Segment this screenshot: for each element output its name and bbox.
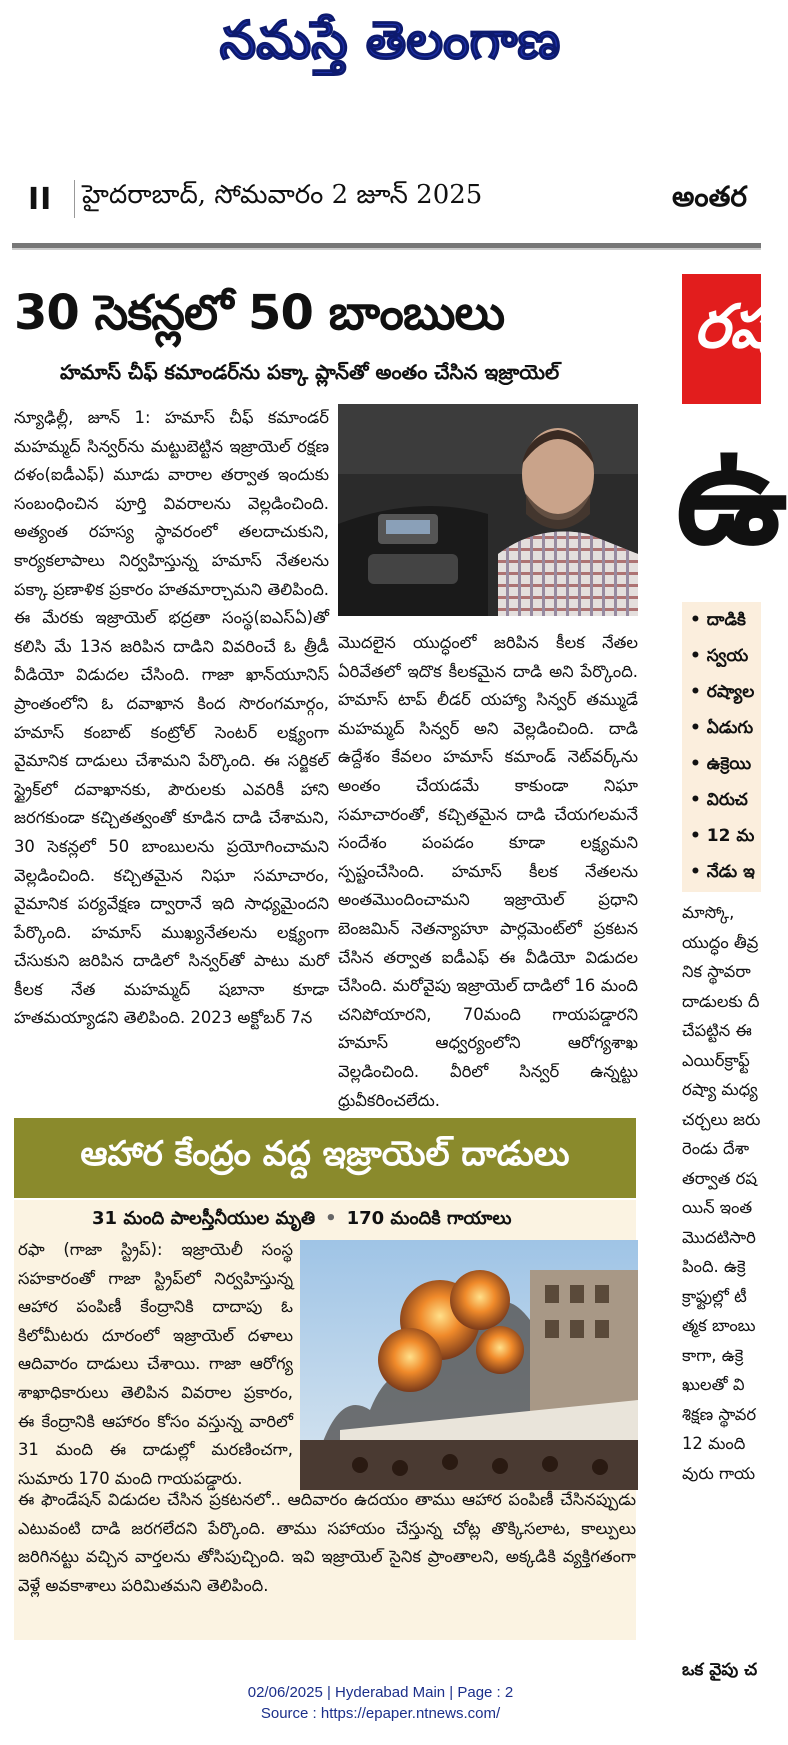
masthead-logo (180, 4, 600, 76)
sidebar-line: త్మక బాంబు (682, 1316, 756, 1335)
footer-edition: 02/06/2025 | Hyderabad Main | Page : 2 (247, 1684, 514, 1701)
sidebar-bullet: • 12 మ (690, 818, 761, 854)
sinwar-car-photo (338, 404, 638, 616)
section-name: అంతర (672, 180, 747, 213)
sidebar-bullet: • దాడికి (690, 602, 761, 638)
divider (74, 180, 75, 218)
story1-headline: 30 సెకన్లలో 50 బాంబులు (14, 285, 505, 341)
story2-headline: ఆహార కేంద్రం వద్ద ఇజ్రాయెల్ దాడులు (80, 1134, 570, 1174)
sidebar-line: మొదటిసారి (682, 1227, 756, 1247)
sidebar-line: రెండు దేశా (682, 1139, 750, 1158)
footer-source: Source : https://epaper.ntnews.com/ (260, 1705, 501, 1722)
sidebar-body (682, 898, 761, 1488)
sidebar-line: మాస్కో, (682, 903, 735, 922)
masthead-title: నమస్తే తెలంగాణ (219, 11, 561, 71)
story2-banner (14, 1118, 636, 1198)
sidebar-line: వురు గాయ (682, 1463, 756, 1483)
sidebar-bullet: • రష్యాల (690, 674, 761, 710)
sidebar-line: పింది. ఉక్రె (682, 1257, 746, 1276)
sidebar-line: దాడులకు దీ (682, 991, 760, 1011)
epaper-footer (0, 1682, 761, 1724)
sidebar-line: 12 మంది (682, 1434, 746, 1453)
sidebar-line: యుద్ధం తీవ్ర (682, 932, 759, 952)
sidebar-line: క్రాఫ్టుల్లో టీ (682, 1286, 747, 1306)
story2-subhead (92, 1208, 632, 1233)
bullet-separator: • (325, 1208, 337, 1229)
story2-body-narrow: రఫా (గాజా స్ట్రిప్): ఇజ్రాయెలీ సంస్థ సహకారంతో గాజా స్ట్రిప్‌లో నిర్వహిస్తున్న ఆహార పంపిణీ కేంద్రానికి దాదాపు ఓ కిలోమీటరు దూరంలో ఇజ్రాయెల్ దళాలు ఆదివారం దాడులు చేశాయి. గాజా ఆరోగ్య శాఖాధికారులు తెలిపిన వివరాల ప్రకారం, ఈ కేంద్రానికి ఆహారం కోసం వస్తున్న వారిలో 31 మంది ఈ దాడుల్లో మరణించగా, సుమారు 170 మంది గాయపడ్డారు. (18, 1240, 293, 1488)
sidebar-line: తర్వాత రష (682, 1168, 757, 1188)
sidebar-line: ఖులతో వి (682, 1375, 745, 1394)
story2-injured: 170 మందికి గాయాలు (346, 1208, 512, 1229)
page-number: II (28, 182, 53, 217)
sidebar-bullet: • ఉక్రెయి (690, 746, 761, 782)
sidebar-subhead: ఒక వైపు చ (682, 1660, 758, 1680)
sidebar-line: శిక్షణ స్థావర (682, 1404, 757, 1424)
sidebar-bullet: • విరుచ (690, 782, 761, 818)
sidebar-bullet: • నేడు ఇ (690, 854, 761, 890)
sidebar-bullet: • ఏడుగు (690, 710, 761, 746)
issue-date: హైదరాబాద్, సోమవారం 2 జూన్ 2025 (82, 180, 483, 210)
sidebar-red-badge (682, 274, 773, 404)
sidebar-bullet: • స్వయ (690, 638, 761, 674)
sidebar-line: చేపట్టిన ఈ (682, 1021, 752, 1040)
story2-body-wide: ఈ ఫౌండేషన్ విడుదల చేసిన ప్రకటనలో.. ఆదివారం ఉదయం తాము ఆహార పంపిణీ చేసినప్పుడు ఎటువంటి దాడి జరగలేదని పేర్కొంది. తాము సహాయం చేస్తున్న చోట్ల తొక్కిసలాట, కాల్పులు జరిగినట్టు వచ్చిన వార్తలను తోసిపుచ్చింది. ఇవి ఇజ్రాయెల్ సైనిక ప్రాంతాలని, అక్కడికి వ్యక్తిగతంగా వెళ్లే అవకాశాలు పరిమితమని తెలిపింది. (18, 1490, 636, 1595)
sidebar-headline-letter: ఉ (676, 413, 788, 576)
sidebar-bullets (682, 602, 761, 892)
sidebar-line: చర్చలు జరు (682, 1109, 761, 1129)
dateline-bar (0, 176, 761, 224)
sidebar-badge-text: రష (694, 292, 773, 362)
story1-subhead: హమాస్ చీఫ్ కమాండర్‌ను పక్కా ప్లాన్‌తో అంతం చేసిన ఇజ్రాయెల్ (60, 360, 560, 384)
sidebar-line: కాగా, ఉక్రె (682, 1345, 744, 1365)
gaza-explosion-photo (300, 1240, 638, 1490)
story1-body-col2: మొదలైన యుద్ధంలో జరిపిన కీలక నేతల ఏరివేతలో ఇదొక కీలకమైన దాడి అని పేర్కొంది. హమాస్ టాప్ లీడర్ యహ్యా సిన్వర్ తమ్ముడే మహమ్మద్ సిన్వర్ అని వెల్లడించింది. దాడి ఉద్దేశం కేవలం హమాస్ కమాండ్ నెట్‌వర్క్‌ను అంతం చేయడమే కాకుండా నిఘా సమాచారంతో, కచ్చితమైన దాడి చేయగలమనే సందేశం పంపడం కూడా లక్ష్యమని స్పష్టంచేసింది. హమాస్ కీలక నేతలను అంతమొందించామని ఇజ్రాయెల్ ప్రధాని బెంజమిన్ నెతన్యాహూ పార్లమెంట్‌లో ప్రకటన చేసిన తర్వాత ఐడీఎఫ్ ఈ వీడియో విడుదల చేసింది. మరోవైపు ఇజ్రాయెల్ దాడిలో 16 మంది చనిపోయారని, 70మంది గాయపడ్డారని హమాస్ ఆధ్వర్యంలోని ఆరోగ్యశాఖ వెల్లడించింది. వీరిలో సిన్వర్ ఉన్నట్టు ధ్రువీకరించలేదు. (338, 633, 638, 1110)
sidebar-line: రష్యా మధ్య (682, 1080, 758, 1099)
header-rule (12, 243, 761, 250)
story1-body-col1: న్యూఢిల్లీ, జూన్ 1: హమాస్ చీఫ్ కమాండర్ మహమ్మద్ సిన్వర్‌ను మట్టుబెట్టిన ఇజ్రాయెల్ రక్షణ దళం(ఐడీఎఫ్) మూడు వారాల తర్వాత ఇందుకు సంబంధించిన పూర్తి వివరాలను వెల్లడించింది. అత్యంత రహస్య స్థావరంలో తలదాచుకుని, కార్యకలాపాలు నిర్వహిస్తున్న హమాస్ నేతలను పక్కా ప్రణాళిక ప్రకారం హతమార్చామని తెలిపింది. ఈ మేరకు ఇజ్రాయెల్ భద్రతా సంస్థ(ఐఎస్ఏ)తో కలిసి మే 13న జరిపిన దాడిని వివరించే ఓ త్రీడీ వీడియో విడుదల చేసింది. గాజా ఖాన్‌యూనిస్ ప్రాంతంలోని ఓ దవాఖాన కింద సొరంగమార్గం, హమాస్ కంబాట్ కంట్రోల్ సెంటర్ లక్ష్యంగా వైమానిక దాడులు చేశామని పేర్కొంది. ఈ సర్జికల్ స్ట్రైక్‌లో దవాఖానకు, పౌరులకు ఎవరికీ హాని జరగకుండా కచ్చితత్వంతో కూడిన దాడి చేశామని, 30 సెకన్లలో 50 బాంబులను ప్రయోగించామని వెల్లడించింది. కచ్చితమైన నిఘా సమాచారం, వైమానిక పర్యవేక్షణ ద్వారానే ఇది సాధ్యమైందని పేర్కొంది. హమాస్ ముఖ్యనేతలను లక్ష్యంగా చేసుకుని జరిపిన దాడిలో సిన్వర్‌తో పాటు మరో కీలక నేత మహమ్మద్ షబానా కూడా హతమయ్యాడని తెలిపింది. 2023 అక్టోబర్ 7న (14, 408, 329, 1028)
sidebar-line: నిక స్థావరా (682, 962, 751, 981)
sidebar-line: యిన్ ఇంత (682, 1198, 753, 1217)
story2-deaths: 31 మంది పాలస్తీనీయుల మృతి (92, 1208, 316, 1229)
sidebar-line: ఎయిర్‌క్రాఫ్ట్ (682, 1050, 750, 1070)
